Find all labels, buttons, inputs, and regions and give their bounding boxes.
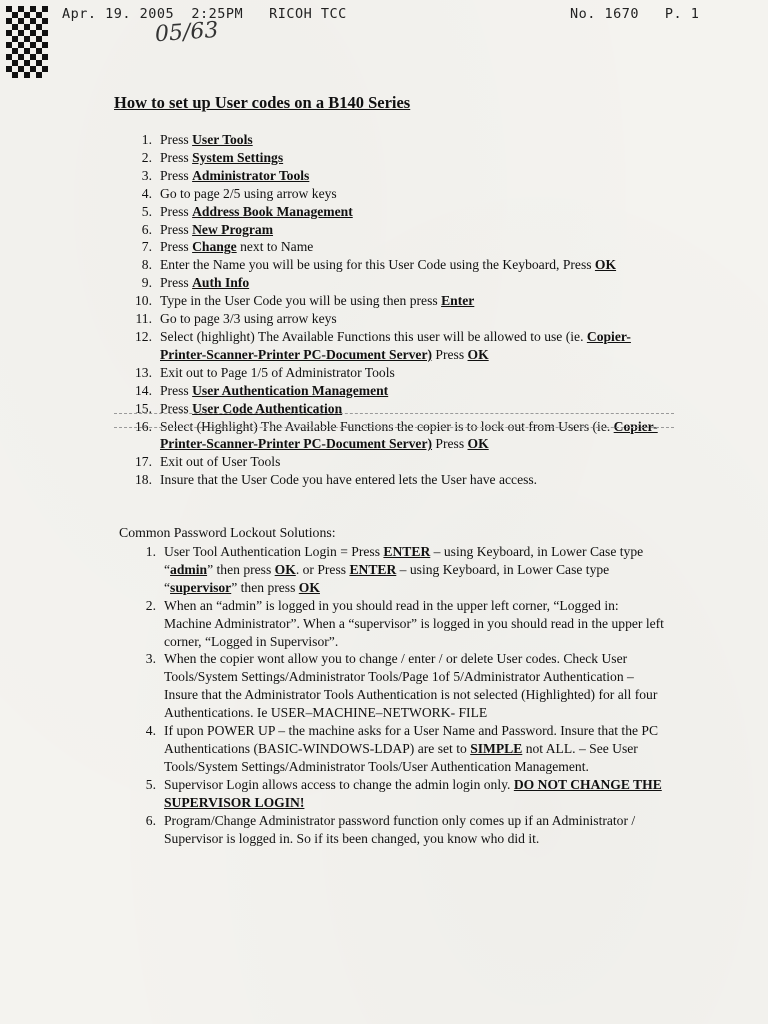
setup-step	[114, 274, 674, 292]
solution-item	[119, 650, 664, 722]
emphasized-term: Copier-Printer-Scanner-Printer PC-Document Server)	[160, 328, 631, 362]
section-title: Common Password Lockout Solutions:	[119, 525, 336, 540]
setup-step-number: 1.	[141, 132, 152, 147]
setup-step-number: 2.	[141, 149, 152, 165]
setup-step	[114, 185, 674, 203]
emphasized-term: SIMPLE	[470, 740, 523, 756]
setup-step-text: Exit out of User Tools	[160, 454, 281, 470]
emphasized-term: ENTER	[349, 561, 397, 577]
emphasized-term: Change	[192, 239, 237, 255]
solution-item-text: . or Press	[295, 561, 350, 577]
emphasized-term: supervisor	[170, 579, 232, 595]
solution-item-text: ” then press	[231, 579, 299, 595]
solution-item-text: When the copier wont allow you to change / enter / or delete User codes. Check User Tools/System Settings/Administrator Tools/Page 1of 5/Administrator Authentication – Insure that the Administrator Tools Authentication is not selected (Highlighted) for all four Authentications. Ie USER–MACHINE–NETWORK- FILE	[164, 651, 658, 721]
setup-step-text: Insure that the User Code you have entered lets the User have access.	[160, 472, 538, 488]
setup-step	[114, 203, 674, 221]
fax-scan-line	[114, 413, 674, 414]
setup-step-text: Press	[160, 239, 193, 255]
setup-step	[114, 364, 674, 382]
setup-step-text: Press	[432, 346, 468, 362]
setup-step-text: Select (highlight) The Available Functions this user will be allowed to use (ie.	[160, 328, 587, 344]
setup-step	[114, 292, 674, 310]
fax-scan-line	[114, 427, 674, 428]
setup-step-text: Press	[160, 382, 193, 398]
setup-step-text: Press	[160, 400, 193, 416]
setup-step-text: Go to page 2/5 using arrow keys	[160, 185, 337, 201]
solution-item-text: User Tool Authentication Login = Press	[164, 544, 384, 559]
solution-item-number: 6.	[145, 812, 156, 828]
setup-step-number: 15.	[135, 400, 152, 416]
setup-step	[114, 221, 674, 239]
setup-step	[114, 418, 674, 454]
solution-item	[119, 597, 664, 651]
setup-step-number: 13.	[135, 364, 152, 380]
setup-step-number: 5.	[141, 203, 152, 219]
setup-step-text: Press	[160, 275, 193, 291]
setup-step-number: 16.	[135, 418, 152, 434]
setup-step	[114, 131, 674, 149]
setup-step-text: Select (Highlight) The Available Functions the copier is to lock out from Users (ie.	[160, 418, 614, 434]
setup-step-number: 10.	[135, 293, 152, 309]
setup-step-number: 17.	[135, 454, 152, 470]
setup-step	[114, 167, 674, 185]
setup-step-text: Enter the Name you will be using for this User Code using the Keyboard, Press	[160, 257, 595, 273]
solutions-list	[119, 543, 664, 847]
solution-item-number: 1.	[145, 544, 156, 559]
emphasized-term: New Program	[192, 221, 274, 237]
setup-step-text: Go to page 3/3 using arrow keys	[160, 311, 337, 327]
setup-step	[114, 256, 674, 274]
fax-barcode-icon	[6, 6, 48, 78]
setup-step-number: 7.	[141, 239, 152, 255]
solution-item-number: 3.	[145, 651, 156, 667]
emphasized-term: Auth Info	[192, 275, 250, 291]
setup-step-number: 14.	[135, 382, 152, 398]
setup-step-number: 6.	[141, 221, 152, 237]
setup-step-number: 12.	[135, 328, 152, 344]
setup-step-text: Type in the User Code you will be using then press	[160, 293, 442, 309]
setup-step	[114, 328, 674, 364]
emphasized-term: OK	[467, 346, 489, 362]
solution-item	[119, 812, 664, 848]
setup-step	[114, 149, 674, 167]
solution-item-text: not ALL. – See User Tools/System Settings/Administrator Tools/User Authentication Management.	[164, 740, 638, 774]
solution-item	[119, 722, 664, 776]
setup-step	[114, 310, 674, 328]
setup-step	[114, 382, 674, 400]
emphasized-term: OK	[467, 436, 489, 452]
emphasized-term: OK	[594, 257, 617, 273]
setup-step-text: Press	[160, 167, 193, 183]
emphasized-term: User Authentication Management	[192, 382, 389, 398]
emphasized-term: Administrator Tools	[192, 167, 310, 183]
setup-step	[114, 471, 674, 489]
setup-step-text: Press	[160, 149, 193, 165]
emphasized-term: System Settings	[192, 149, 284, 165]
setup-step-text: Exit out to Page 1/5 of Administrator Tools	[160, 364, 395, 380]
setup-step-text: Press	[160, 132, 193, 147]
setup-step-text: Press	[432, 436, 468, 452]
setup-steps-list	[114, 131, 674, 489]
setup-step-number: 8.	[141, 257, 152, 273]
setup-step	[114, 400, 674, 418]
emphasized-term: DO NOT CHANGE THE SUPERVISOR LOGIN!	[164, 776, 662, 810]
emphasized-term: Copier-Printer-Scanner-Printer PC-Document Server)	[160, 418, 658, 452]
setup-step-number: 18.	[135, 472, 152, 488]
emphasized-term: User Code Authentication	[192, 400, 343, 416]
emphasized-term: Address Book Management	[192, 203, 353, 219]
solution-item-text: – using Keyboard, in Lower Case type “	[164, 561, 610, 595]
emphasized-term: OK	[298, 579, 320, 595]
handwritten-note: 05/63	[154, 17, 220, 48]
setup-step-number: 4.	[141, 185, 152, 201]
fax-header-left: Apr. 19. 2005 2:25PM RICOH TCC	[62, 6, 347, 22]
setup-step-number: 3.	[141, 167, 152, 183]
setup-step-text: Press	[160, 221, 193, 237]
setup-step-text: Press	[160, 203, 193, 219]
setup-step-number: 11.	[135, 311, 152, 327]
solution-item-text: ” then press	[207, 561, 275, 577]
page-title: How to set up User codes on a B140 Series	[114, 93, 411, 112]
solution-item	[119, 776, 664, 812]
solution-item-text: Supervisor Login allows access to change the admin login only.	[164, 776, 514, 792]
setup-step	[114, 453, 674, 471]
solution-item-number: 2.	[145, 597, 156, 613]
emphasized-term: Enter	[441, 293, 475, 309]
solution-item-text: – using Keyboard, in Lower Case type “	[164, 544, 644, 577]
solution-item-text: Program/Change Administrator password function only comes up if an Administrator / Supervisor is logged in. So if its been changed, you know who did it.	[164, 812, 636, 846]
solution-item-number: 5.	[145, 776, 156, 792]
setup-step-number: 9.	[141, 275, 152, 291]
solution-item-text: If upon POWER UP – the machine asks for a User Name and Password. Insure that the PC Authentications (BASIC-WINDOWS-LDAP) are set to	[164, 723, 659, 756]
emphasized-term: User Tools	[192, 132, 253, 147]
solution-item-number: 4.	[145, 723, 156, 739]
solution-item-text: When an “admin” is logged in you should read in the upper left corner, “Logged in: Machine Administrator”. When a “supervisor” is logged in you should read in the upper left corner, “Logged in Supervisor”.	[164, 597, 664, 649]
setup-step-text: next to Name	[236, 239, 314, 255]
emphasized-term: OK	[274, 561, 296, 577]
solution-item	[119, 543, 664, 597]
fax-header-right: No. 1670 P. 1	[570, 6, 700, 22]
emphasized-term: ENTER	[383, 544, 431, 559]
emphasized-term: admin	[170, 561, 208, 577]
setup-step	[114, 238, 674, 256]
